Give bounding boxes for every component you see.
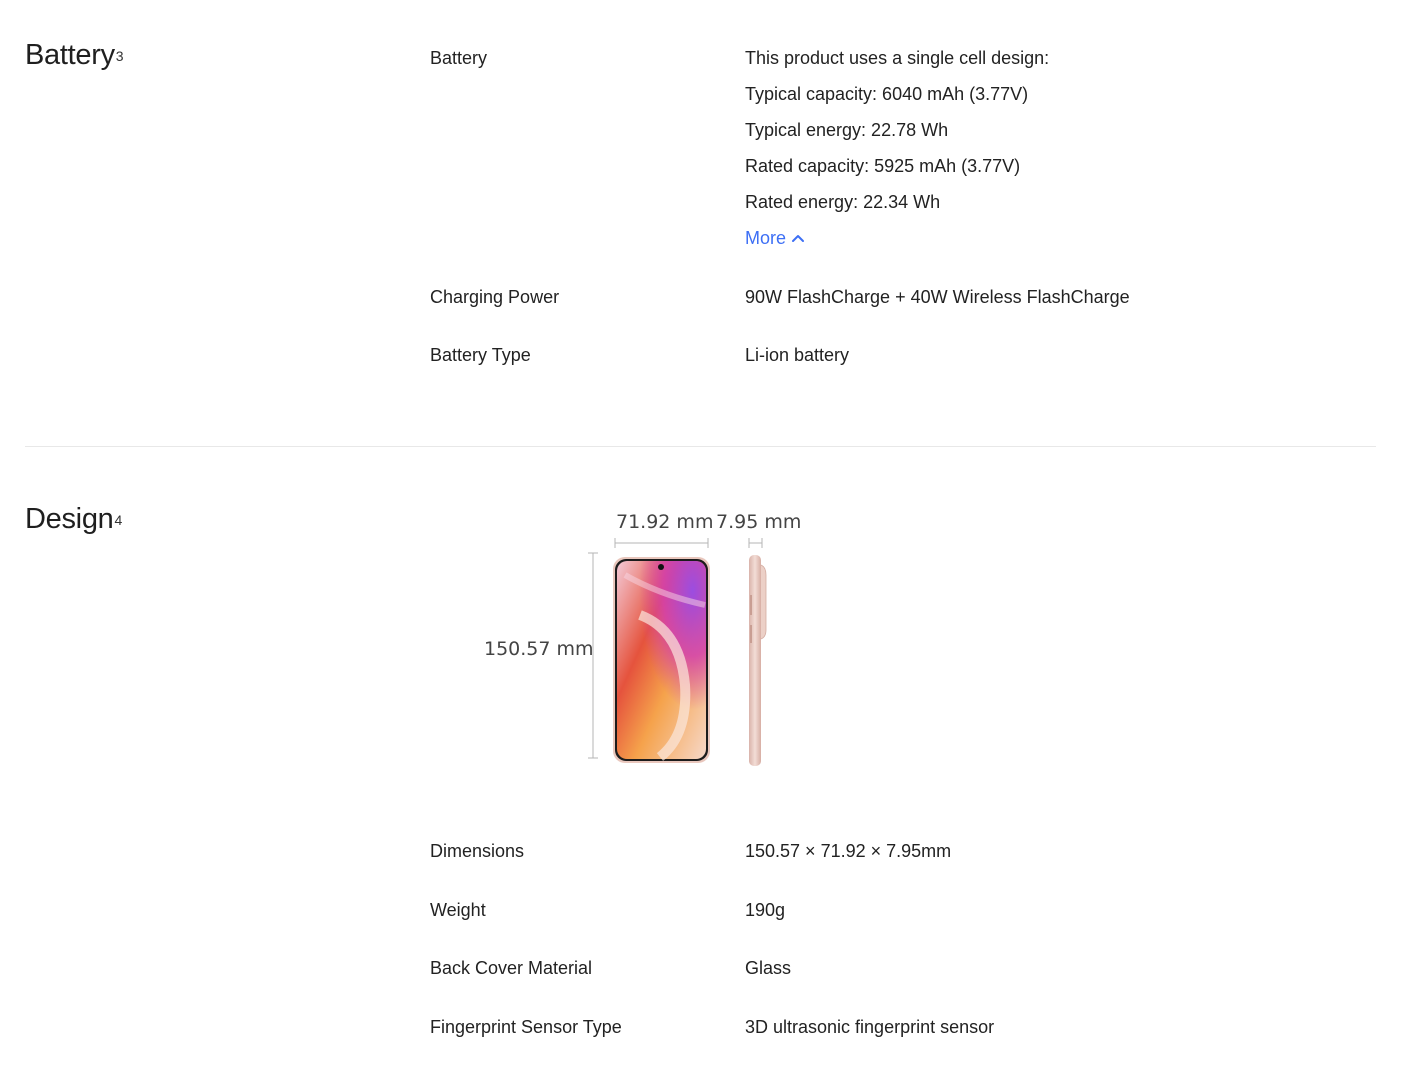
battery-type-value: Li-ion battery <box>745 345 850 365</box>
battery-line-2: Typical capacity: 6040 mAh (3.77V) <box>745 84 1029 104</box>
back-cover-value: Glass <box>745 958 792 978</box>
depth-dimension-label: 7.95 mm <box>716 511 802 533</box>
chevron-up-icon <box>791 233 805 243</box>
back-cover-label: Back Cover Material <box>430 958 593 978</box>
dimensions-value: 150.57 × 71.92 × 7.95mm <box>745 841 952 861</box>
width-dimension-line <box>615 538 708 548</box>
battery-footnote[interactable]: 3 <box>115 48 124 64</box>
battery-title-text: Battery <box>25 39 115 71</box>
height-dimension-label: 150.57 mm <box>484 638 594 660</box>
more-toggle-link[interactable] <box>745 227 805 249</box>
weight-label: Weight <box>430 900 486 920</box>
battery-line-3: Typical energy: 22.78 Wh <box>745 120 949 140</box>
more-label: More <box>745 228 787 248</box>
battery-label: Battery <box>430 48 488 68</box>
phone-dimension-diagram <box>580 535 780 775</box>
charging-power-label: Charging Power <box>430 287 560 307</box>
battery-type-label: Battery Type <box>430 345 531 365</box>
design-title-text: Design <box>25 503 114 535</box>
weight-value: 190g <box>745 900 786 920</box>
design-footnote[interactable]: 4 <box>114 512 122 528</box>
phone-front-image <box>613 557 710 763</box>
design-section-title <box>25 503 122 536</box>
width-dimension-label: 71.92 mm <box>616 511 714 533</box>
charging-power-value: 90W FlashCharge + 40W Wireless FlashCharge <box>745 287 1130 307</box>
dimensions-label: Dimensions <box>430 841 525 861</box>
fingerprint-label: Fingerprint Sensor Type <box>430 1017 622 1037</box>
battery-line-1: This product uses a single cell design: <box>745 48 1050 68</box>
battery-line-4: Rated capacity: 5925 mAh (3.77V) <box>745 156 1021 176</box>
section-divider <box>25 446 1376 447</box>
phone-side-image <box>749 555 766 766</box>
depth-dimension-line <box>749 538 762 548</box>
height-dimension-line <box>588 553 598 758</box>
fingerprint-value: 3D ultrasonic fingerprint sensor <box>745 1017 995 1037</box>
battery-section-title <box>25 39 123 72</box>
battery-line-5: Rated energy: 22.34 Wh <box>745 192 941 212</box>
